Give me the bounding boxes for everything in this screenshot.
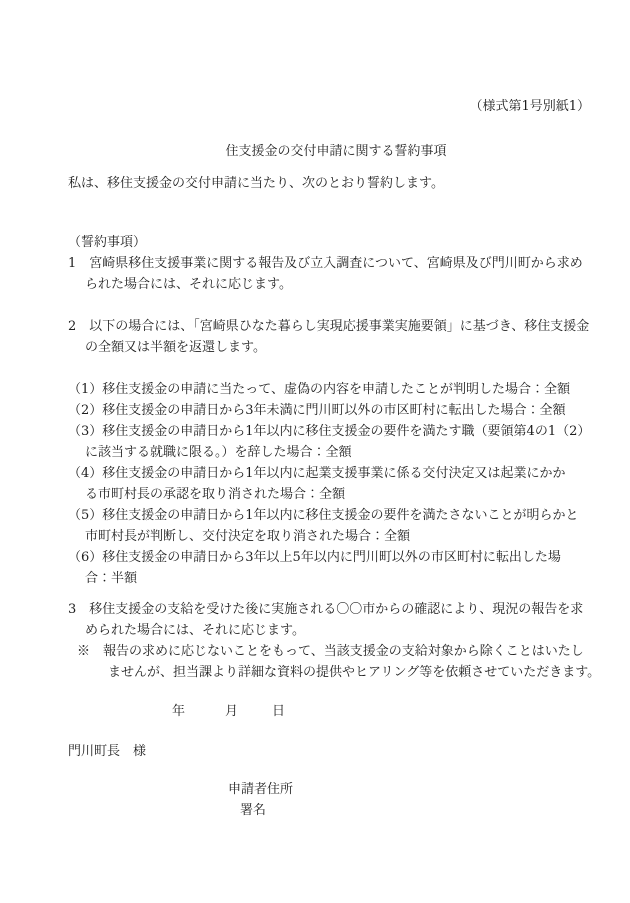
signature-label: 署名 (240, 803, 267, 818)
form-number-note: （様式第1号別紙1） (469, 99, 590, 114)
pledge-item-3-line-1: 3 移住支援金の支給を受けた後に実施される〇〇市からの確認により、現況の報告を求 (68, 602, 584, 617)
repayment-case-5-line-1: （5）移住支援金の申請日から1年以内に移住支援金の要件を満たさないことが明らかと (68, 508, 579, 523)
pledge-item-3-line-2: められた場合には、それに応じます。 (85, 623, 305, 638)
addressee-line: 門川町長 様 (68, 744, 147, 759)
repayment-case-5-line-2: 市町村長が判断し、交付決定を取り消された場合：全額 (85, 529, 411, 544)
repayment-case-2: （2）移住支援金の申請日から3年未満に門川町以外の市区町村に転出した場合：全額 (68, 403, 566, 418)
date-month-label: 月 (225, 704, 239, 719)
note-line-2: ませんが、担当課より詳細な資料の提供やヒアリング等を依頼させていただきます。 (108, 665, 601, 680)
repayment-case-6-line-1: （6）移住支援金の申請日から3年以上5年以内に門川町以外の市区町村に転出した場 (68, 550, 561, 565)
note-line-1: ※ 報告の求めに応じないことをもって、当該支援金の支給対象から除くことはいたし (77, 644, 584, 659)
pledge-item-2-line-2: の全額又は半額を返還します。 (85, 340, 266, 355)
repayment-case-4-line-2: る市町村長の承認を取り消された場合：全額 (85, 487, 346, 502)
repayment-case-3-line-2: に該当する就職に限る。）を辞した場合：全額 (85, 445, 352, 460)
date-year-label: 年 (172, 704, 186, 719)
pledge-items-heading: （誓約事項） (68, 235, 147, 250)
applicant-address-label: 申請者住所 (228, 782, 294, 797)
repayment-case-1: （1）移住支援金の申請に当たって、虚偽の内容を申請したことが判明した場合：全額 (68, 382, 571, 397)
repayment-case-4-line-1: （4）移住支援金の申請日から1年以内に起業支援事業に係る交付決定又は起業にかか (68, 466, 566, 481)
pledge-item-1-line-2: られた場合には、それに応じます。 (85, 277, 292, 292)
repayment-case-6-line-2: 合：半額 (85, 571, 138, 586)
pledge-item-2-line-1: 2 以下の場合には、「宮崎県ひなた暮らし実現応援事業実施要領」に基づき、移住支援金 (68, 319, 590, 334)
date-fill-in-line (172, 701, 590, 722)
document-title: 住支援金の交付申請に関する誓約事項 (225, 144, 447, 159)
intro-statement: 私は、移住支援金の交付申請に当たり、次のとおり誓約します。 (68, 176, 444, 191)
date-day-label: 日 (272, 704, 286, 719)
repayment-case-3-line-1: （3）移住支援金の申請日から1年以内に移住支援金の要件を満たす職（要領第4の1（2） (68, 424, 591, 439)
pledge-item-1-line-1: 1 宮崎県移住支援事業に関する報告及び立入調査について、宮崎県及び門川町から求め (68, 256, 583, 271)
